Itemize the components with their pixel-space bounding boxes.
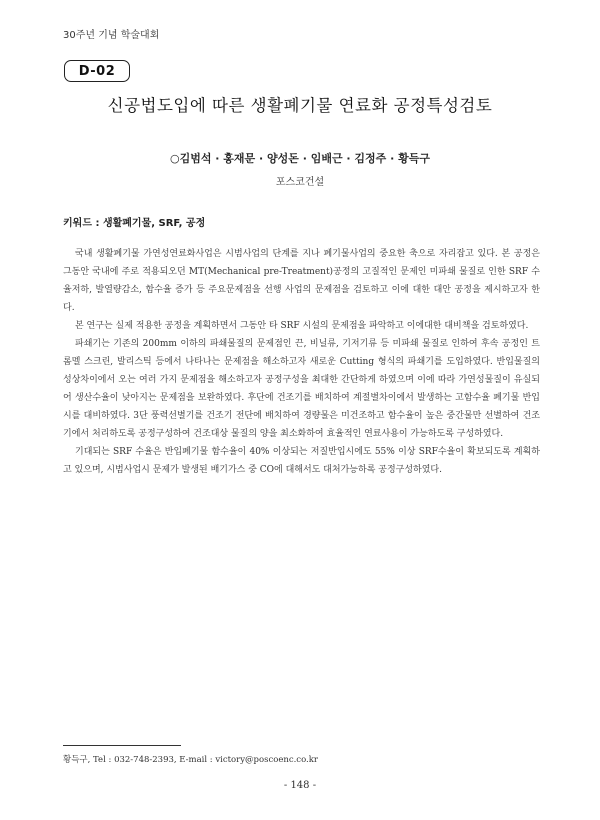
body-paragraph-4: 기대되는 SRF 수율은 반입폐기물 함수율이 40% 이상되는 저질반입시에도 55% 이상 SRF수율이 확보되도록 계획하고 있으며, 시범사업시 문제가 발생된 배기가스 중 CO에 대해서도 대처가능하록 공정구성하였다. <box>63 447 540 475</box>
corresponding-author-footnote: 황득구, Tel : 032-748-2393, E-mail : victory@poscoenc.co.kr <box>63 755 318 765</box>
body-paragraph-1: 국내 생활폐기물 가연성연료화사업은 시범사업의 단계를 지나 폐기물사업의 중요한 축으로 자리잡고 있다. 본 공정은 그동안 국내에 주로 적용되오던 MT(Mechanical pre-Treatment)공정의 고질적인 문제인 미파쇄 물질로 인한 SRF 수율저하, 발열량감소, 함수율 증가 등 주요문제점을 선행 사업의 문제점을 검토하고 이에 대한 대안 공정을 제시하고자 한다. <box>63 249 540 313</box>
author-affiliation: 포스코건설 <box>275 177 325 188</box>
paper-title: 신공법도입에 따른 생활폐기물 연료화 공정특성검토 <box>107 96 493 115</box>
body-paragraph-2: 본 연구는 실제 적용한 공정을 계획하면서 그동안 타 SRF 시설의 문제점을 파악하고 이에대한 대비책을 검토하였다. <box>75 321 529 331</box>
event-header: 30주년 기념 학술대회 <box>63 30 160 41</box>
author-list: ○김범석 · 홍재문 · 양성돈 · 임배근 · 김정주 · 황득구 <box>169 152 431 165</box>
keywords-line: 키워드 : 생활폐기물, SRF, 공정 <box>63 218 206 229</box>
page-number: - 148 - <box>283 780 317 791</box>
footnote-divider <box>63 745 181 746</box>
abstract-body <box>63 245 540 479</box>
paper-code-badge: D-02 <box>64 60 130 82</box>
body-paragraph-3: 파쇄기는 기존의 200mm 이하의 파쇄물질의 문제점인 끈, 비닐류, 기저기류 등 미파쇄 물질로 인하여 후속 공정인 트롬멜 스크린, 발리스틱 등에서 나타나는 문제점을 해소하고자 새로운 Cutting 형식의 파쇄기를 도입하였다. 반입물질의 성상차이에서 오는 여러 가지 문제점을 해소하고자 공정구성을 최대한 간단하게 하였으며 이에 따라 가연성물질이 유실되어 생산수율이 낮아지는 문제점을 보완하였다. 후단에 건조기를 배치하여 계절별차이에서 발생하는 고함수율 폐기물 반입시를 대비하였다. 3단 풍력선별기를 건조기 전단에 배치하여 경량물은 미건조하고 함수율이 높은 중간물만 선별하여 건조기에서 처리하도록 공정구성하여 건조대상 물질의 양을 최소화하여 효율적인 연료사용이 가능하도록 구성하였다. <box>63 339 540 439</box>
